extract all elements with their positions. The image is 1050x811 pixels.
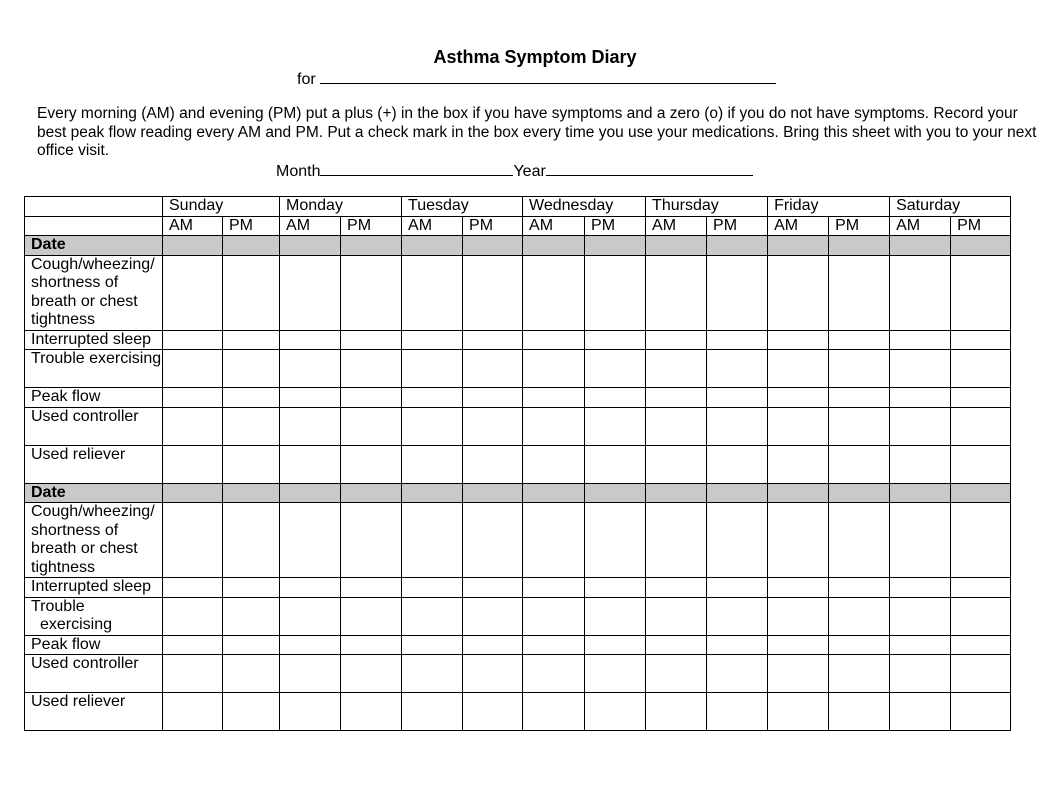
year-label: Year [513, 163, 546, 180]
entry-cell[interactable] [341, 578, 402, 598]
date-entry-cell[interactable] [523, 483, 585, 503]
entry-cell[interactable] [223, 407, 280, 445]
entry-cell[interactable] [402, 597, 463, 635]
entry-cell[interactable] [223, 578, 280, 598]
entry-cell[interactable] [768, 597, 829, 635]
entry-cell[interactable] [402, 578, 463, 598]
am-header-thursday: AM [646, 216, 707, 236]
date-entry-cell[interactable] [585, 483, 646, 503]
entry-cell[interactable] [829, 388, 890, 408]
entry-cell[interactable] [341, 388, 402, 408]
entry-cell[interactable] [280, 445, 341, 483]
entry-cell[interactable] [646, 388, 707, 408]
header-corner-cell [25, 197, 163, 217]
entry-cell[interactable] [163, 503, 223, 578]
entry-cell[interactable] [463, 635, 523, 655]
date-entry-cell[interactable] [280, 236, 341, 256]
entry-cell[interactable] [646, 635, 707, 655]
entry-cell[interactable] [707, 655, 768, 693]
entry-cell[interactable] [402, 350, 463, 388]
date-label: Date [25, 236, 163, 256]
entry-cell[interactable] [646, 445, 707, 483]
entry-cell[interactable] [585, 350, 646, 388]
date-entry-cell[interactable] [707, 236, 768, 256]
entry-cell[interactable] [341, 503, 402, 578]
entry-cell[interactable] [768, 330, 829, 350]
entry-cell[interactable] [463, 350, 523, 388]
for-field[interactable] [297, 69, 776, 89]
pm-header-thursday: PM [707, 216, 768, 236]
entry-cell[interactable] [523, 255, 585, 330]
date-entry-cell[interactable] [523, 236, 585, 256]
entry-cell[interactable] [707, 407, 768, 445]
entry-cell[interactable] [829, 655, 890, 693]
am-header-tuesday: AM [402, 216, 463, 236]
date-entry-cell[interactable] [951, 236, 1011, 256]
entry-cell[interactable] [463, 255, 523, 330]
date-entry-cell[interactable] [707, 483, 768, 503]
entry-cell[interactable] [829, 255, 890, 330]
entry-cell[interactable] [341, 445, 402, 483]
entry-cell[interactable] [280, 330, 341, 350]
entry-cell[interactable] [463, 597, 523, 635]
cough-row [25, 255, 1011, 330]
trouble-label-line-2: exercising [40, 616, 113, 633]
date-entry-cell[interactable] [890, 483, 951, 503]
date-entry-cell[interactable] [768, 483, 829, 503]
entry-cell[interactable] [523, 330, 585, 350]
used-controller-row [25, 407, 1011, 445]
entry-cell[interactable] [951, 578, 1011, 598]
used-reliever-label: Used reliever [25, 693, 163, 731]
entry-cell[interactable] [223, 445, 280, 483]
cough-label: Cough/wheezing/ shortness of breath or chest tightness [25, 255, 163, 330]
entry-cell[interactable] [280, 635, 341, 655]
entry-cell[interactable] [341, 597, 402, 635]
entry-cell[interactable] [523, 655, 585, 693]
month-year-fields [276, 161, 753, 181]
entry-cell[interactable] [951, 407, 1011, 445]
trouble-exercising-label [25, 597, 163, 635]
date-entry-cell[interactable] [463, 236, 523, 256]
pm-header-sunday: PM [223, 216, 280, 236]
entry-cell[interactable] [463, 655, 523, 693]
interrupted-sleep-row [25, 578, 1011, 598]
entry-cell[interactable] [585, 635, 646, 655]
entry-cell[interactable] [585, 330, 646, 350]
entry-cell[interactable] [163, 655, 223, 693]
date-entry-cell[interactable] [463, 483, 523, 503]
entry-cell[interactable] [163, 693, 223, 731]
pm-header-saturday: PM [951, 216, 1011, 236]
date-entry-cell[interactable] [223, 483, 280, 503]
used-controller-label: Used controller [25, 655, 163, 693]
for-blank-line[interactable] [320, 69, 776, 84]
entry-cell[interactable] [646, 350, 707, 388]
for-label: for [297, 71, 316, 88]
entry-cell[interactable] [163, 407, 223, 445]
entry-cell[interactable] [768, 503, 829, 578]
entry-cell[interactable] [523, 503, 585, 578]
entry-cell[interactable] [402, 655, 463, 693]
instructions-text: Every morning (AM) and evening (PM) put a plus (+) in the box if you have symptoms and a zero (o) if you do not have symptoms. Record your best peak flow reading every AM and PM. Put a check mark in the box every time you use your medications. Bring this sheet with you to your next office visit. [37, 105, 1037, 159]
entry-cell[interactable] [463, 693, 523, 731]
peak-flow-row [25, 388, 1011, 408]
entry-cell[interactable] [707, 503, 768, 578]
date-entry-cell[interactable] [402, 236, 463, 256]
trouble-exercising-row [25, 350, 1011, 388]
entry-cell[interactable] [463, 388, 523, 408]
interrupted-sleep-label: Interrupted sleep [25, 578, 163, 598]
entry-cell[interactable] [585, 693, 646, 731]
used-controller-label: Used controller [25, 407, 163, 445]
interrupted-sleep-row [25, 330, 1011, 350]
entry-cell[interactable] [402, 635, 463, 655]
entry-cell[interactable] [523, 407, 585, 445]
entry-cell[interactable] [768, 350, 829, 388]
entry-cell[interactable] [707, 635, 768, 655]
entry-cell[interactable] [890, 350, 951, 388]
entry-cell[interactable] [223, 330, 280, 350]
entry-cell[interactable] [768, 255, 829, 330]
date-entry-cell[interactable] [829, 236, 890, 256]
entry-cell[interactable] [223, 255, 280, 330]
pm-header-monday: PM [341, 216, 402, 236]
date-label: Date [25, 483, 163, 503]
entry-cell[interactable] [163, 388, 223, 408]
pm-header-tuesday: PM [463, 216, 523, 236]
day-header-wednesday: Wednesday [523, 197, 646, 217]
month-blank-line[interactable] [320, 161, 513, 176]
entry-cell[interactable] [707, 578, 768, 598]
entry-cell[interactable] [341, 330, 402, 350]
entry-cell[interactable] [402, 407, 463, 445]
entry-cell[interactable] [646, 597, 707, 635]
entry-cell[interactable] [523, 635, 585, 655]
entry-cell[interactable] [280, 388, 341, 408]
day-header-friday: Friday [768, 197, 890, 217]
entry-cell[interactable] [463, 445, 523, 483]
date-entry-cell[interactable] [585, 236, 646, 256]
entry-cell[interactable] [280, 350, 341, 388]
entry-cell[interactable] [890, 597, 951, 635]
day-header-monday: Monday [280, 197, 402, 217]
pm-header-wednesday: PM [585, 216, 646, 236]
entry-cell[interactable] [402, 255, 463, 330]
entry-cell[interactable] [890, 445, 951, 483]
entry-cell[interactable] [646, 693, 707, 731]
date-row [25, 483, 1011, 503]
entry-cell[interactable] [463, 407, 523, 445]
entry-cell[interactable] [951, 350, 1011, 388]
interrupted-sleep-label: Interrupted sleep [25, 330, 163, 350]
entry-cell[interactable] [829, 597, 890, 635]
entry-cell[interactable] [768, 655, 829, 693]
date-row [25, 236, 1011, 256]
day-header-tuesday: Tuesday [402, 197, 523, 217]
entry-cell[interactable] [890, 578, 951, 598]
entry-cell[interactable] [280, 407, 341, 445]
entry-cell[interactable] [646, 330, 707, 350]
entry-cell[interactable] [402, 693, 463, 731]
entry-cell[interactable] [707, 388, 768, 408]
entry-cell[interactable] [402, 330, 463, 350]
entry-cell[interactable] [585, 578, 646, 598]
entry-cell[interactable] [646, 578, 707, 598]
date-entry-cell[interactable] [280, 483, 341, 503]
entry-cell[interactable] [223, 350, 280, 388]
date-entry-cell[interactable] [646, 483, 707, 503]
entry-cell[interactable] [951, 655, 1011, 693]
entry-cell[interactable] [585, 255, 646, 330]
entry-cell[interactable] [890, 255, 951, 330]
entry-cell[interactable] [951, 388, 1011, 408]
entry-cell[interactable] [163, 578, 223, 598]
entry-cell[interactable] [463, 578, 523, 598]
date-entry-cell[interactable] [163, 483, 223, 503]
page-title: Asthma Symptom Diary [433, 47, 637, 67]
entry-cell[interactable] [646, 503, 707, 578]
entry-cell[interactable] [829, 445, 890, 483]
entry-cell[interactable] [523, 350, 585, 388]
entry-cell[interactable] [890, 655, 951, 693]
pm-header-friday: PM [829, 216, 890, 236]
date-entry-cell[interactable] [951, 483, 1011, 503]
used-reliever-row [25, 693, 1011, 731]
am-header-saturday: AM [890, 216, 951, 236]
entry-cell[interactable] [341, 693, 402, 731]
entry-cell[interactable] [646, 655, 707, 693]
entry-cell[interactable] [829, 407, 890, 445]
entry-cell[interactable] [523, 597, 585, 635]
entry-cell[interactable] [951, 597, 1011, 635]
entry-cell[interactable] [280, 655, 341, 693]
entry-cell[interactable] [341, 407, 402, 445]
entry-cell[interactable] [951, 445, 1011, 483]
peak-flow-label: Peak flow [25, 388, 163, 408]
entry-cell[interactable] [223, 388, 280, 408]
day-header-row [25, 197, 1011, 217]
entry-cell[interactable] [463, 503, 523, 578]
entry-cell[interactable] [163, 445, 223, 483]
entry-cell[interactable] [163, 330, 223, 350]
trouble-exercising-row [25, 597, 1011, 635]
entry-cell[interactable] [951, 330, 1011, 350]
entry-cell[interactable] [402, 445, 463, 483]
entry-cell[interactable] [707, 597, 768, 635]
entry-cell[interactable] [585, 655, 646, 693]
am-header-friday: AM [768, 216, 829, 236]
entry-cell[interactable] [223, 655, 280, 693]
entry-cell[interactable] [223, 635, 280, 655]
entry-cell[interactable] [585, 388, 646, 408]
entry-cell[interactable] [768, 388, 829, 408]
entry-cell[interactable] [890, 693, 951, 731]
entry-cell[interactable] [402, 503, 463, 578]
ampm-header-row [25, 216, 1011, 236]
entry-cell[interactable] [768, 407, 829, 445]
date-entry-cell[interactable] [646, 236, 707, 256]
entry-cell[interactable] [829, 330, 890, 350]
date-entry-cell[interactable] [402, 483, 463, 503]
entry-cell[interactable] [829, 503, 890, 578]
header-corner-cell [25, 216, 163, 236]
entry-cell[interactable] [707, 445, 768, 483]
entry-cell[interactable] [646, 407, 707, 445]
entry-cell[interactable] [707, 350, 768, 388]
entry-cell[interactable] [707, 255, 768, 330]
entry-cell[interactable] [223, 597, 280, 635]
entry-cell[interactable] [523, 388, 585, 408]
date-entry-cell[interactable] [341, 483, 402, 503]
entry-cell[interactable] [523, 445, 585, 483]
entry-cell[interactable] [890, 503, 951, 578]
entry-cell[interactable] [402, 388, 463, 408]
date-entry-cell[interactable] [163, 236, 223, 256]
symptom-diary-table [24, 196, 1011, 731]
entry-cell[interactable] [646, 255, 707, 330]
entry-cell[interactable] [585, 597, 646, 635]
entry-cell[interactable] [341, 350, 402, 388]
trouble-exercising-label: Trouble exercising [25, 350, 163, 388]
date-entry-cell[interactable] [829, 483, 890, 503]
entry-cell[interactable] [163, 255, 223, 330]
entry-cell[interactable] [280, 578, 341, 598]
cough-row [25, 503, 1011, 578]
entry-cell[interactable] [341, 635, 402, 655]
entry-cell[interactable] [163, 597, 223, 635]
entry-cell[interactable] [585, 503, 646, 578]
entry-cell[interactable] [523, 693, 585, 731]
day-header-sunday: Sunday [163, 197, 280, 217]
entry-cell[interactable] [523, 578, 585, 598]
entry-cell[interactable] [951, 503, 1011, 578]
entry-cell[interactable] [585, 407, 646, 445]
entry-cell[interactable] [951, 635, 1011, 655]
year-blank-line[interactable] [546, 161, 753, 176]
used-reliever-label: Used reliever [25, 445, 163, 483]
entry-cell[interactable] [890, 407, 951, 445]
date-entry-cell[interactable] [890, 236, 951, 256]
entry-cell[interactable] [341, 655, 402, 693]
entry-cell[interactable] [280, 693, 341, 731]
date-entry-cell[interactable] [341, 236, 402, 256]
entry-cell[interactable] [768, 578, 829, 598]
used-controller-row [25, 655, 1011, 693]
entry-cell[interactable] [280, 597, 341, 635]
day-header-saturday: Saturday [890, 197, 1011, 217]
entry-cell[interactable] [890, 635, 951, 655]
am-header-sunday: AM [163, 216, 223, 236]
date-entry-cell[interactable] [223, 236, 280, 256]
date-entry-cell[interactable] [768, 236, 829, 256]
entry-cell[interactable] [280, 255, 341, 330]
entry-cell[interactable] [163, 350, 223, 388]
peak-flow-label: Peak flow [25, 635, 163, 655]
entry-cell[interactable] [951, 255, 1011, 330]
entry-cell[interactable] [829, 578, 890, 598]
used-reliever-row [25, 445, 1011, 483]
entry-cell[interactable] [707, 330, 768, 350]
entry-cell[interactable] [829, 635, 890, 655]
day-header-thursday: Thursday [646, 197, 768, 217]
entry-cell[interactable] [223, 693, 280, 731]
entry-cell[interactable] [585, 445, 646, 483]
entry-cell[interactable] [280, 503, 341, 578]
cough-label: Cough/wheezing/ shortness of breath or chest tightness [25, 503, 163, 578]
entry-cell[interactable] [768, 635, 829, 655]
trouble-label-line-1: Trouble [31, 597, 85, 615]
entry-cell[interactable] [223, 503, 280, 578]
entry-cell[interactable] [163, 635, 223, 655]
entry-cell[interactable] [890, 388, 951, 408]
am-header-wednesday: AM [523, 216, 585, 236]
entry-cell[interactable] [951, 693, 1011, 731]
entry-cell[interactable] [341, 255, 402, 330]
entry-cell[interactable] [707, 693, 768, 731]
entry-cell[interactable] [463, 330, 523, 350]
entry-cell[interactable] [829, 350, 890, 388]
month-label: Month [276, 163, 321, 180]
peak-flow-row [25, 635, 1011, 655]
entry-cell[interactable] [890, 330, 951, 350]
entry-cell[interactable] [768, 445, 829, 483]
entry-cell[interactable] [768, 693, 829, 731]
am-header-monday: AM [280, 216, 341, 236]
entry-cell[interactable] [829, 693, 890, 731]
